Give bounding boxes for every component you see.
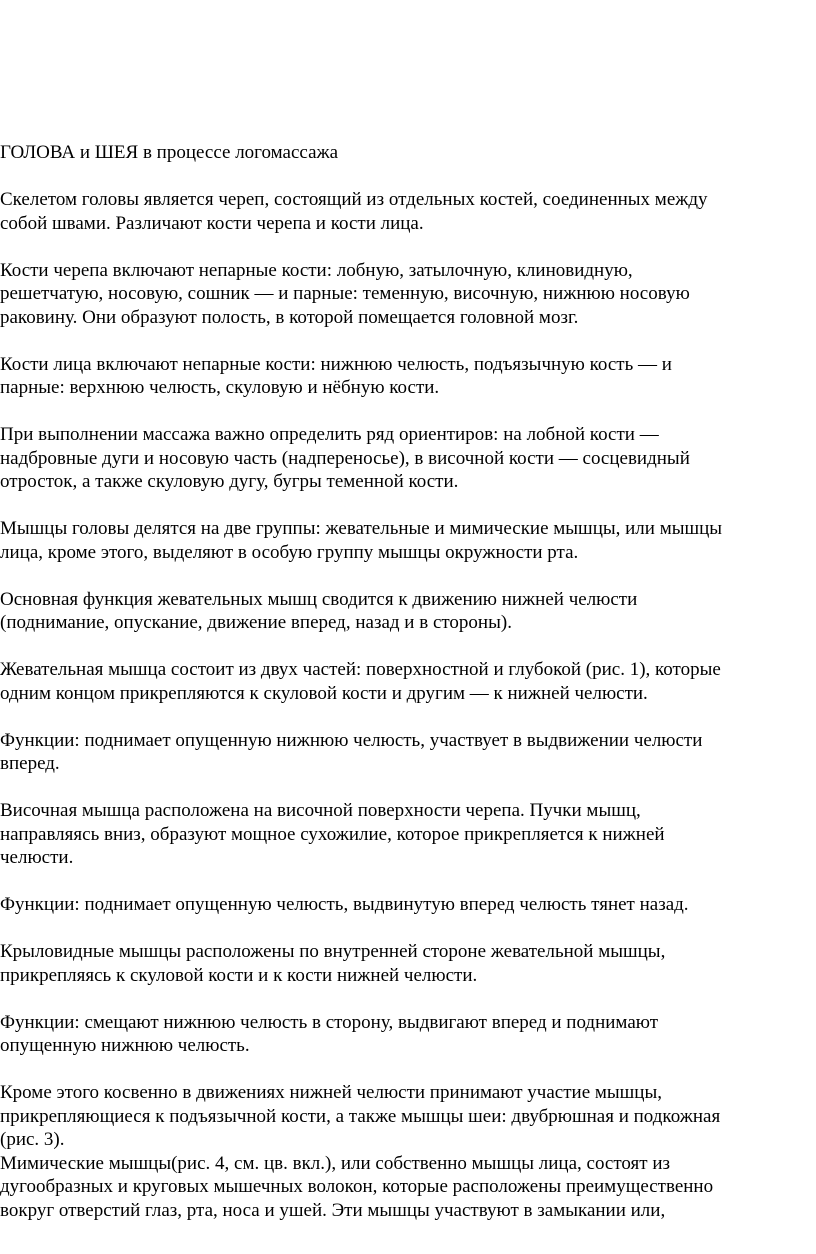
paragraph-skull-intro: Скелетом головы является череп, состоящий из отдельных костей, соединенных между собой швами. Различают кости черепа и кости лица. bbox=[0, 189, 708, 234]
document-title: ГОЛОВА и ШЕЯ в процессе логомассажа bbox=[0, 142, 339, 163]
paragraph-muscle-groups: Мышцы головы делятся на две группы: жевательные и мимические мышцы, или мышцы лица, кроме этого, выделяют в особую группу мышцы окружности рта. bbox=[0, 518, 723, 563]
paragraph-cranial-bones: Кости черепа включают непарные кости: лобную, затылочную, клиновидную, решетчатую, носовую, сошник — и парные: теменную, височную, нижнюю носовую раковину. Они образуют полость, в которой помещается головной мозг. bbox=[0, 259, 690, 328]
paragraph-masticatory-function: Основная функция жевательных мышц сводится к движению нижней челюсти (поднимание, опускание, движение вперед, назад и в стороны). bbox=[0, 588, 638, 633]
paragraph-masseter: Жевательная мышца состоит из двух частей: поверхностной и глубокой (рис. 1), которые одним концом прикрепляются к скуловой кости и другим — к нижней челюсти. bbox=[0, 659, 721, 704]
paragraph-pterygoid-muscles: Крыловидные мышцы расположены по внутренней стороне жевательной мышцы, прикрепляясь к скуловой кости и к кости нижней челюсти. bbox=[0, 941, 666, 986]
paragraph-temporal-muscle: Височная мышца расположена на височной поверхности черепа. Пучки мышц, направляясь вниз, образуют мощное сухожилие, которое прикрепляется к нижней челюсти. bbox=[0, 800, 665, 868]
document-body bbox=[0, 141, 810, 1222]
paragraph-masseter-functions: Функции: поднимает опущенную нижнюю челюсть, участвует в выдвижении челюсти вперед. bbox=[0, 729, 703, 774]
paragraph-pterygoid-functions: Функции: смещают нижнюю челюсть в сторону, выдвигают вперед и поднимают опущенную нижнюю челюсть. bbox=[0, 1011, 659, 1056]
paragraph-mimic-muscles: Мимические мышцы(рис. 4, см. цв. вкл.), или собственно мышцы лица, состоят из дугообразных и круговых мышечных волокон, которые расположены преимущественно вокруг отверстий глаз, рта, носа и ушей. Эти мышцы участвуют в замыкании или, bbox=[0, 1152, 714, 1221]
paragraph-facial-bones: Кости лица включают непарные кости: нижнюю челюсть, подъязычную кость — и парные: верхнюю челюсть, скуловую и нёбную кости. bbox=[0, 353, 672, 398]
paragraph-temporal-functions: Функции: поднимает опущенную челюсть, выдвинутую вперед челюсть тянет назад. bbox=[0, 894, 689, 915]
paragraph-accessory-muscles: Кроме этого косвенно в движениях нижней челюсти принимают участие мышцы, прикрепляющиеся к подъязычной кости, а также мышцы шеи: двубрюшная и подкожная (рис. 3). bbox=[0, 1082, 721, 1150]
paragraph-landmarks: При выполнении массажа важно определить ряд ориентиров: на лобной кости — надбровные дуги и носовую часть (надпереносье), в височной кости — сосцевидный отросток, а также скуловую дугу, бугры теменной кости. bbox=[0, 424, 690, 492]
